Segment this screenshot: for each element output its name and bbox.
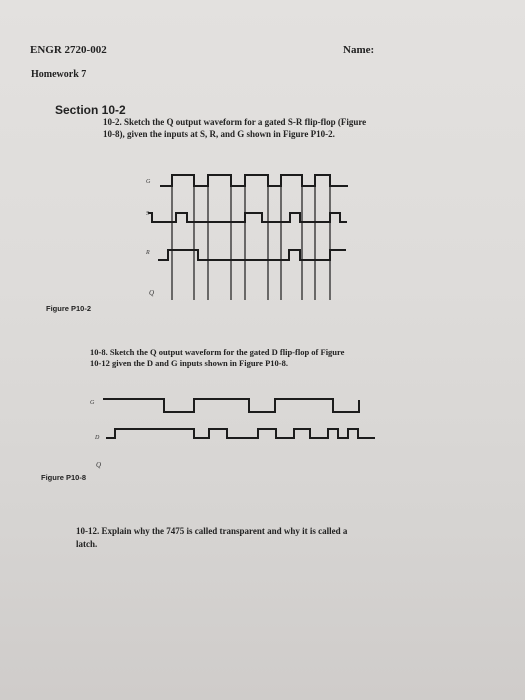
d-signal-label: D xyxy=(95,435,100,441)
problem-10-8-line1: 10-8. Sketch the Q output waveform for the gated D flip-flop of Figure xyxy=(90,347,345,357)
q-signal-label: Q xyxy=(149,289,155,297)
problem-10-12-line2: latch. xyxy=(76,539,98,549)
figure-p10-8-caption: Figure P10-8 xyxy=(41,473,87,482)
problem-10-2-line1: 10-2. Sketch the Q output waveform for a gated S-R flip-flop (Figure xyxy=(103,117,367,127)
figure-p10-2-caption: Figure P10-2 xyxy=(46,304,92,313)
s-signal-label: S xyxy=(146,211,149,217)
g-signal-label: G xyxy=(146,179,151,185)
course-code: ENGR 2720-002 xyxy=(30,44,107,56)
r-signal-label: R xyxy=(146,250,150,256)
homework-title: Homework 7 xyxy=(31,69,87,80)
d-waveform xyxy=(106,429,375,438)
problem-10-12-line1: 10-12. Explain why the 7475 is called transparent and why it is called a xyxy=(76,526,348,536)
problem-10-2-line2: 10-8), given the inputs at S, R, and G shown in Figure P10-2. xyxy=(103,129,335,139)
problem-10-12 xyxy=(76,525,347,551)
g-signal-label: G xyxy=(90,400,95,406)
problem-10-8-line2: 10-12 given the D and G inputs shown in Figure P10-8. xyxy=(90,358,288,368)
g-waveform xyxy=(103,399,359,412)
q-signal-label: Q xyxy=(96,461,102,469)
section-title: Section 10-2 xyxy=(55,103,126,117)
name-label: Name: xyxy=(343,44,375,56)
